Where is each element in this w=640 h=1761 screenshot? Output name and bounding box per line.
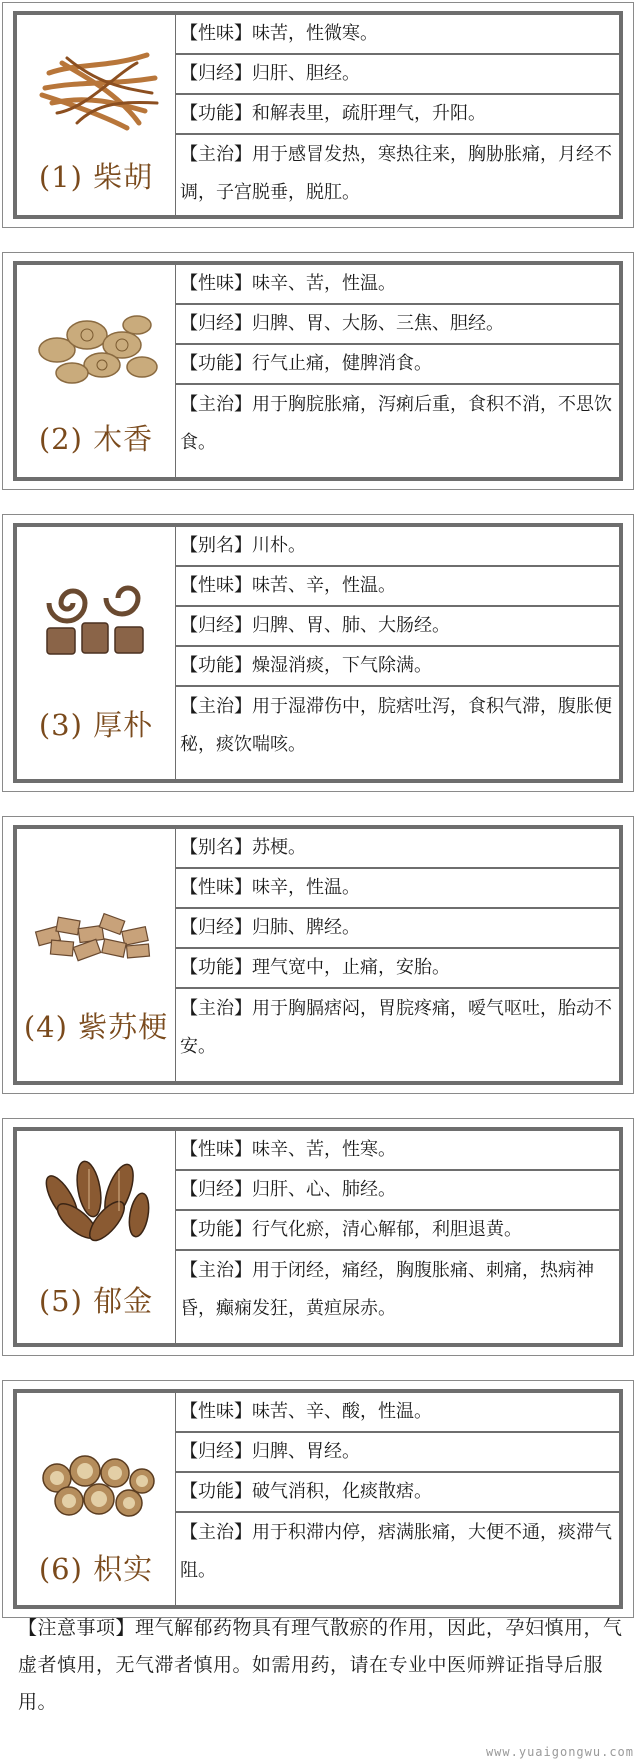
indication-row: 【主治】用于感冒发热，寒热往来，胸胁胀痛，月经不调，子宫脱垂，脱肛。 — [180, 144, 612, 203]
bupleurum-root-image — [27, 33, 165, 133]
function-row: 【功能】和解表里，疏肝理气，升阳。 — [176, 95, 619, 135]
property-row: 【性味】味辛，性温。 — [176, 869, 619, 909]
herb-card-3 — [2, 514, 634, 792]
herb-table — [13, 523, 623, 783]
function-row: 【功能】燥湿消痰，下气除满。 — [176, 647, 619, 687]
indication-row: 【主治】用于湿滞伤中，脘痞吐泻，食积气滞，腹胀便秘，痰饮喘咳。 — [180, 696, 612, 755]
herb-info-rows — [176, 1131, 619, 1343]
herb-info-rows — [176, 15, 619, 215]
herb-table — [13, 261, 623, 481]
herb-card-5 — [2, 1118, 634, 1356]
meridian-row: 【归经】归肝、胆经。 — [176, 55, 619, 95]
caution-note: 【注意事项】理气解郁药物具有理气散瘀的作用，因此，孕妇慎用，气虚者慎用，无气滞者慎用。如需用药，请在专业中医师辨证指导后服用。 — [18, 1617, 623, 1713]
property-row: 【性味】味辛、苦，性寒。 — [176, 1131, 619, 1171]
turmeric-tuber-image — [27, 1149, 165, 1249]
property-row: 【性味】味辛、苦，性温。 — [176, 265, 619, 305]
herb-table — [13, 1127, 623, 1347]
herb-table — [13, 11, 623, 219]
alias-row: 【别名】苏梗。 — [176, 829, 619, 869]
herb-image-cell — [17, 15, 176, 215]
herb-info-rows — [176, 265, 619, 477]
herb-info-rows — [176, 527, 619, 779]
herb-info-rows — [176, 829, 619, 1081]
function-row: 【功能】行气止痛，健脾消食。 — [176, 345, 619, 385]
indication-row: 【主治】用于胸脘胀痛，泻痢后重，食积不消，不思饮食。 — [180, 394, 612, 453]
herb-name: (4) 紫苏梗 — [23, 1010, 169, 1044]
site-watermark: www.yuaigongwu.com — [485, 1745, 634, 1759]
function-row: 【功能】破气消积，化痰散痞。 — [176, 1473, 619, 1513]
bitter-orange-slices-image — [27, 1433, 165, 1533]
herb-name: (2) 木香 — [38, 422, 154, 456]
herb-card-4 — [2, 816, 634, 1094]
meridian-row: 【归经】归脾、胃、大肠、三焦、胆经。 — [176, 305, 619, 345]
herb-card-6 — [2, 1380, 634, 1618]
herb-image-cell — [17, 829, 176, 1081]
herb-table — [13, 1389, 623, 1609]
herb-name: (5) 郁金 — [38, 1284, 154, 1318]
herb-image-cell — [17, 527, 176, 779]
function-row: 【功能】行气化瘀，清心解郁，利胆退黄。 — [176, 1211, 619, 1251]
herb-card-1 — [2, 2, 634, 228]
perilla-stem-image — [27, 879, 165, 979]
herb-table — [13, 825, 623, 1085]
herb-image-cell — [17, 265, 176, 477]
meridian-row: 【归经】归脾、胃、肺、大肠经。 — [176, 607, 619, 647]
herb-name: (1) 柴胡 — [38, 160, 154, 194]
costus-root-image — [27, 295, 165, 395]
herb-image-cell — [17, 1393, 176, 1605]
property-row: 【性味】味苦，性微寒。 — [176, 15, 619, 55]
alias-row: 【别名】川朴。 — [176, 527, 619, 567]
indication-row: 【主治】用于闭经，痛经，胸腹胀痛、刺痛，热病神昏，癫痫发狂，黄疸尿赤。 — [180, 1260, 594, 1319]
indication-row: 【主治】用于积滞内停，痞满胀痛，大便不通，痰滞气阻。 — [180, 1522, 612, 1581]
herb-info-rows — [176, 1393, 619, 1605]
herb-name: (3) 厚朴 — [38, 708, 154, 742]
herb-name: (6) 枳实 — [38, 1552, 154, 1586]
meridian-row: 【归经】归脾、胃经。 — [176, 1433, 619, 1473]
magnolia-bark-image — [27, 563, 165, 663]
property-row: 【性味】味苦、辛，性温。 — [176, 567, 619, 607]
herb-image-cell — [17, 1131, 176, 1343]
meridian-row: 【归经】归肝、心、肺经。 — [176, 1171, 619, 1211]
meridian-row: 【归经】归肺、脾经。 — [176, 909, 619, 949]
herb-card-2 — [2, 252, 634, 490]
property-row: 【性味】味苦、辛、酸，性温。 — [176, 1393, 619, 1433]
indication-row: 【主治】用于胸膈痞闷，胃脘疼痛，嗳气呕吐，胎动不安。 — [180, 998, 612, 1057]
function-row: 【功能】理气宽中，止痛，安胎。 — [176, 949, 619, 989]
